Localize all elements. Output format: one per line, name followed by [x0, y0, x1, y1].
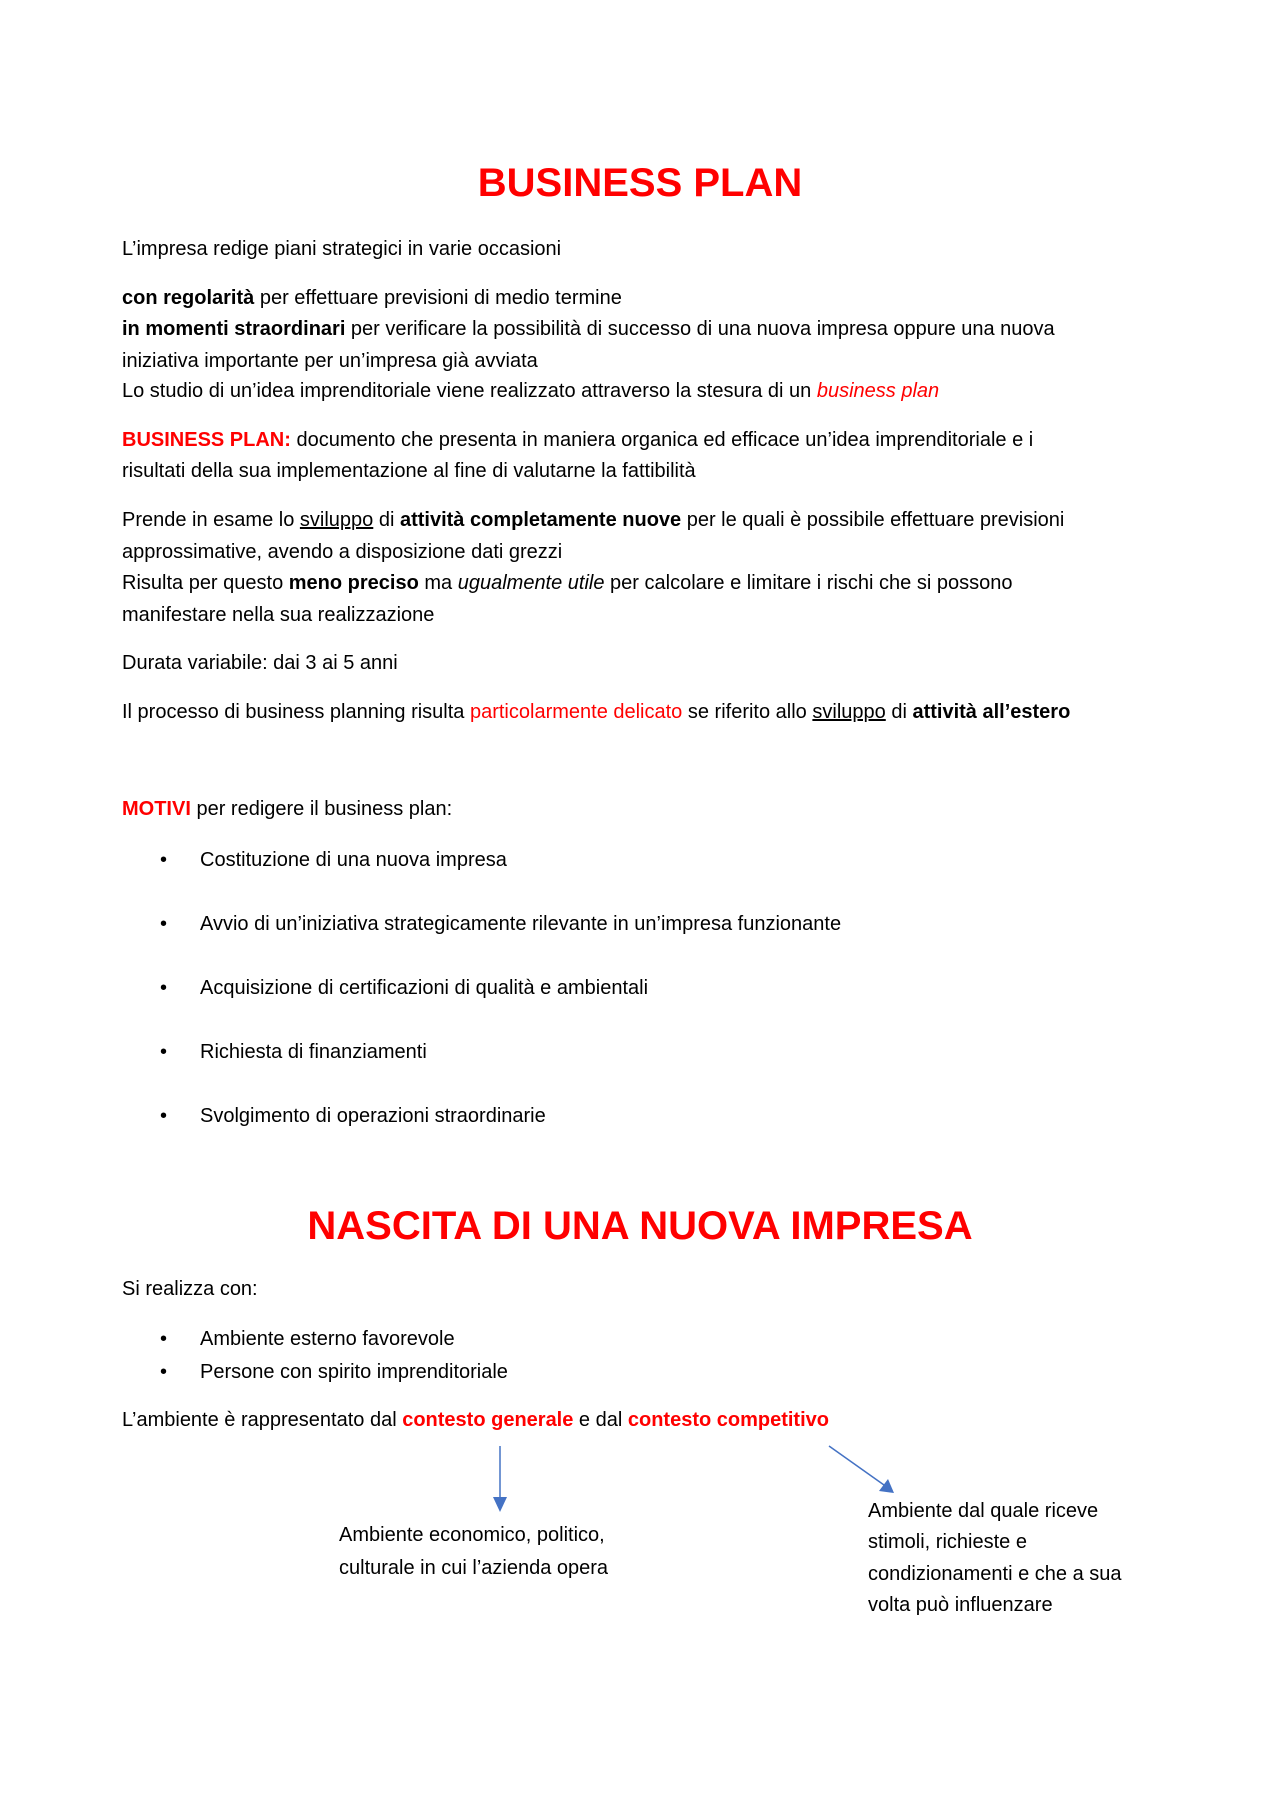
box2-line: stimoli, richieste e — [868, 1531, 1027, 1553]
box2-line: volta può influenzare — [868, 1594, 1053, 1616]
red-bold-text: contesto competitivo — [627, 1409, 829, 1431]
bold-text: meno preciso — [288, 572, 419, 594]
box1-line: Ambiente economico, politico, — [339, 1524, 605, 1546]
text: Il processo di business planning risulta — [122, 701, 470, 723]
text: Risulta per questo — [122, 572, 289, 594]
text: ma — [418, 572, 458, 594]
bullet-icon: • — [160, 1361, 168, 1383]
list-item: Richiesta di finanziamenti — [200, 1041, 427, 1063]
text: per calcolare e limitare i rischi che si possono — [604, 572, 1013, 594]
text: per le quali è possibile effettuare previsioni — [681, 509, 1065, 531]
list-item: Acquisizione di certificazioni di qualità e ambientali — [200, 977, 649, 999]
definition-line: risultati della sua implementazione al fine di valutarne la fattibilità — [122, 460, 696, 482]
bold-text: attività all’estero — [912, 701, 1071, 723]
text: se riferito allo — [682, 701, 813, 723]
bold-text: in momenti straordinari — [122, 318, 346, 340]
italic-text: ugualmente utile — [457, 572, 605, 594]
paragraph-line: manifestare nella sua realizzazione — [122, 604, 435, 626]
bullet-icon: • — [160, 913, 168, 935]
page-title: BUSINESS PLAN — [477, 161, 803, 205]
text: per verificare la possibilità di successo di una nuova impresa oppure una nuova — [345, 318, 1055, 340]
box2-line: Ambiente dal quale riceve — [868, 1500, 1099, 1522]
bold-text: con regolarità — [122, 287, 255, 309]
text: Prende in esame lo — [122, 509, 300, 531]
text: di — [885, 701, 913, 723]
underlined-text: sviluppo — [299, 509, 374, 531]
text: per redigere il business plan: — [190, 798, 453, 820]
bullet-icon: • — [160, 849, 168, 871]
bold-text: attività completamente nuove — [399, 509, 682, 531]
box2-line: condizionamenti e che a sua — [868, 1563, 1122, 1585]
intro-text: L’impresa redige piani strategici in varie occasioni — [122, 238, 562, 260]
text: di — [373, 509, 400, 531]
motivi-label: MOTIVI — [122, 798, 191, 820]
bullet-icon: • — [160, 1041, 168, 1063]
paragraph-line: iniziativa importante per un’impresa già avviata — [122, 350, 538, 372]
list-item: Ambiente esterno favorevole — [200, 1328, 455, 1350]
list-item: Svolgimento di operazioni straordinarie — [200, 1105, 546, 1127]
definition-label: BUSINESS PLAN: — [122, 429, 291, 451]
bullet-icon: • — [160, 977, 168, 999]
text: L’ambiente è rappresentato dal — [122, 1409, 403, 1431]
underlined-text: sviluppo — [812, 701, 886, 723]
paragraph-line: approssimative, avendo a disposizione dati grezzi — [122, 541, 563, 563]
red-bold-text: contesto generale — [402, 1409, 574, 1431]
arrow-diagonal-icon — [829, 1446, 894, 1493]
box1-line: culturale in cui l’azienda opera — [339, 1557, 609, 1579]
list-item: Avvio di un’iniziativa strategicamente rilevante in un’impresa funzionante — [200, 913, 842, 935]
text: e dal — [573, 1409, 628, 1431]
section-intro: Si realizza con: — [122, 1278, 258, 1300]
text: per effettuare previsioni di medio termine — [254, 287, 622, 309]
bullet-icon: • — [160, 1105, 168, 1127]
arrow-down-icon — [493, 1446, 507, 1512]
text: documento che presenta in maniera organica ed efficace un’idea imprenditoriale e i — [290, 429, 1034, 451]
text: Lo studio di un’idea imprenditoriale viene realizzato attraverso la stesura di un — [122, 380, 817, 402]
list-item: Costituzione di una nuova impresa — [200, 849, 507, 871]
bullet-icon: • — [160, 1328, 168, 1350]
duration-text: Durata variabile: dai 3 ai 5 anni — [122, 652, 398, 674]
list-item: Persone con spirito imprenditoriale — [200, 1361, 508, 1383]
section-title: NASCITA DI UNA NUOVA IMPRESA — [307, 1204, 973, 1248]
red-text: particolarmente delicato — [469, 701, 683, 723]
red-italic-text: business plan — [816, 380, 940, 402]
